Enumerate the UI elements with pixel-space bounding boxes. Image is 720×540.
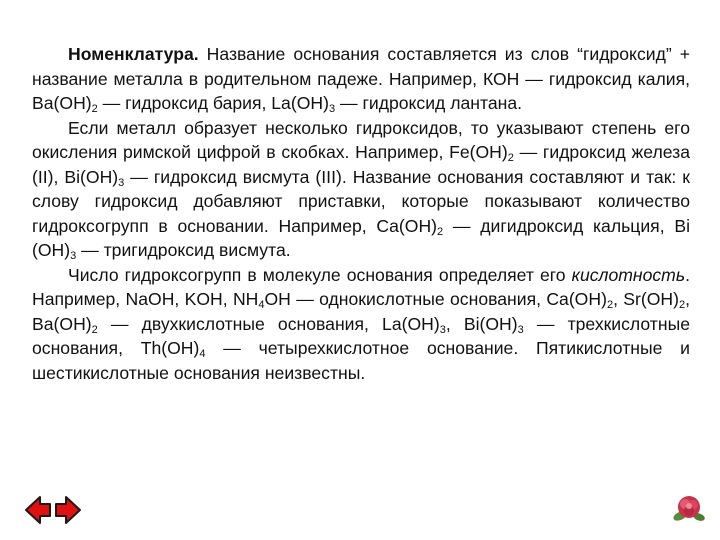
flower-icon <box>672 492 706 524</box>
slide-navigation <box>24 495 82 525</box>
next-slide-button[interactable] <box>54 495 82 525</box>
paragraph-oxidation-state: Если металл образует несколько гидроксидов, то указывают степень его окисления римской цифрой в скобках. Например, $Fe(OH)_2$ — гидроксид железа (II), $Bi(OH)_3$ — гидроксид висмута (III). Название основания составляют и так: к слову гидроксид добавляют приставки, которые показывают количество гидроксогрупп в основании. Например, $Ca(OH)_2$ — дигидроксид кальция, Bi $(OH)_3$ — тригидроксид висмута. <box>32 117 690 262</box>
prev-slide-button[interactable] <box>24 495 52 525</box>
heading-nomenclature: Номенклатура. <box>68 44 199 64</box>
paragraph-nomenclature: Номенклатура. Название основания составляется из слов “гидроксид” + название металла в родительном падеже. Например, КОН — гидроксид калия, $Ba(OH)_2$ — гидроксид бария, $La(OH)_3$ — гидроксид лантана. <box>32 44 690 115</box>
arrow-left-icon <box>24 495 52 525</box>
term-acidity: кислотность <box>571 264 686 285</box>
paragraph-acidity: Число гидроксогрупп в молекуле основания определяет его кислотность. Например, NaOH, KOH, $NH_4OH$ — однокислотные основания, $Ca(OH)_2$, $Sr(OH)_2$, $Ba(OH)_2$ — двухкислотные основания, $La(OH)_3$, $Bi(OH)_3$ — трехкислотные основания, $Th(OH)_4$ — четырехкислотное основание. Пятикислотные и шестикислотные основания неизвестны. <box>32 264 690 383</box>
arrow-right-icon <box>54 495 82 525</box>
slide-text <box>32 42 690 385</box>
